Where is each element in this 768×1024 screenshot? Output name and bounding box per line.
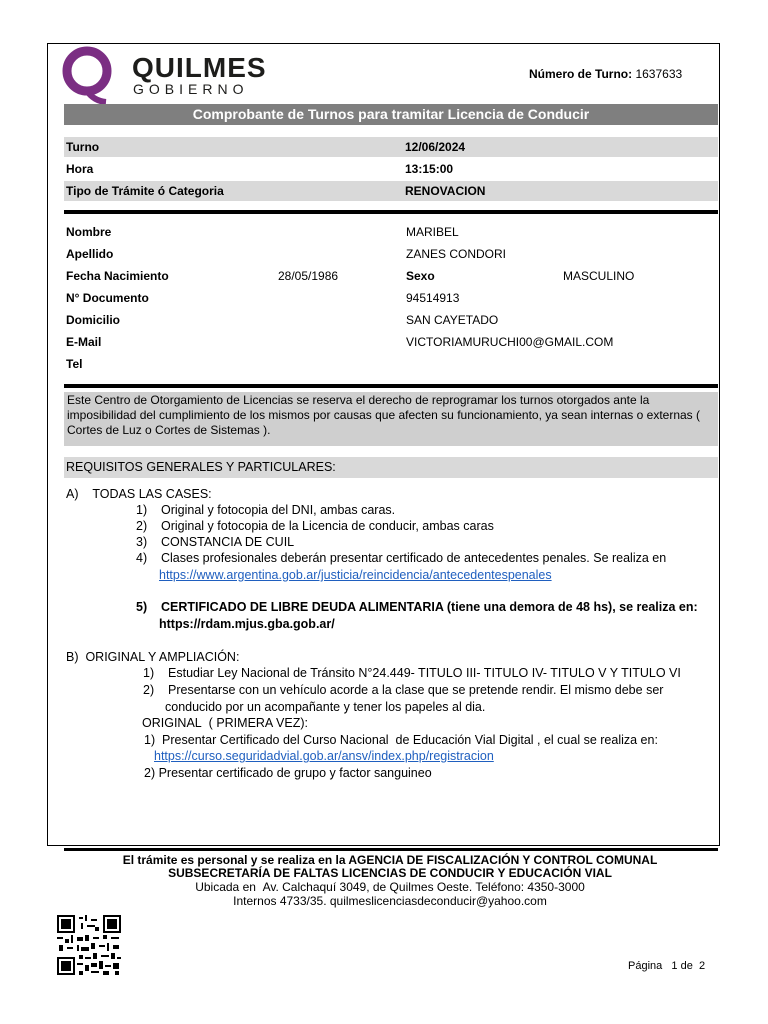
section-divider (64, 210, 718, 214)
footer-line-2: SUBSECRETARÍA DE FALTAS LICENCIAS DE CONDUCIR Y EDUCACIÓN VIAL (168, 866, 612, 880)
document-title: Comprobante de Turnos para tramitar Licencia de Conducir (64, 104, 718, 125)
fecha-nacimiento-value: 28/05/1986 (278, 269, 339, 283)
footer-line-3: Ubicada en Av. Calchaquí 3049, de Quilmes Oeste. Teléfono: 4350-3000 (195, 880, 585, 894)
nombre-value: MARIBEL (406, 225, 459, 239)
turno-number (529, 67, 682, 81)
curso-vial-link[interactable]: https://curso.seguridadvial.gob.ar/ansv/index.php/registracion (154, 749, 494, 763)
domicilio-value: SAN CAYETADO (406, 313, 499, 327)
turno-label: Turno (66, 140, 100, 154)
hora-row (64, 159, 718, 179)
tipo-label: Tipo de Trámite ó Categoria (66, 184, 224, 198)
apellido-label: Apellido (66, 247, 114, 261)
section-divider (64, 384, 718, 388)
notice-text: Este Centro de Otorgamiento de Licencias se reserva el derecho de reprogramar los turnos otorgados ante la imposibilidad del cumplimiento de los mismos por causas que afecten su funcionamiento, ya sean internas o externas ( Cortes de Luz o Cortes de Sistemas ). (64, 392, 718, 446)
email-value: VICTORIAMURUCHI00@GMAIL.COM (406, 335, 614, 349)
list-item: 3) CONSTANCIA DE CUIL (136, 535, 295, 549)
list-item: 1) Estudiar Ley Nacional de Tránsito N°24.449- TITULO III- TITULO IV- TITULO V Y TITULO VI (143, 666, 681, 680)
list-item: 1) Presentar Certificado del Curso Nacional de Educación Vial Digital , el cual se realiza en: (144, 733, 658, 747)
qr-code-icon (57, 915, 121, 975)
footer-line-4: Internos 4733/35. quilmeslicenciasdeconducir@yahoo.com (233, 894, 547, 908)
documento-value: 94514913 (406, 291, 460, 305)
email-label: E-Mail (66, 335, 102, 349)
list-item: 2) Presentar certificado de grupo y factor sanguineo (144, 766, 432, 780)
logo-title: QUILMES (132, 52, 267, 83)
turno-value: 12/06/2024 (405, 140, 466, 154)
hora-label: Hora (66, 162, 94, 176)
page-number: Página 1 de 2 (628, 960, 706, 972)
tipo-value: RENOVACION (405, 184, 486, 198)
list-item: 2) Original y fotocopia de la Licencia de conducir, ambas caras (136, 519, 494, 533)
documento-label: N° Documento (66, 291, 149, 305)
requirements-heading: REQUISITOS GENERALES Y PARTICULARES: (64, 457, 718, 478)
list-item: 4) Clases profesionales deberán presentar certificado de antecedentes penales. Se realiza en (136, 551, 667, 565)
antecedentes-link[interactable]: https://www.argentina.gob.ar/justicia/reincidencia/antecedentespenales (159, 568, 552, 582)
list-item: 5) CERTIFICADO DE LIBRE DEUDA ALIMENTARIA (tiene una demora de 48 hs), se realiza en: (136, 600, 698, 614)
turno-number-value: 1637633 (635, 67, 683, 81)
tipo-row (64, 181, 718, 201)
nombre-label: Nombre (66, 225, 112, 239)
section-a-heading: A) TODAS LAS CASES: (66, 487, 212, 501)
list-item: 2) Presentarse con un vehículo acorde a la clase que se pretende rendir. El mismo debe ser (143, 683, 664, 697)
footer-divider (64, 848, 718, 851)
logo-subtitle: GOBIERNO (133, 81, 249, 97)
fecha-nacimiento-label: Fecha Nacimiento (66, 269, 169, 283)
sexo-label: Sexo (406, 269, 435, 283)
tel-label: Tel (66, 357, 83, 371)
turno-row (64, 137, 718, 157)
hora-value: 13:15:00 (405, 162, 454, 176)
section-b-heading: B) ORIGINAL Y AMPLIACIÓN: (66, 650, 240, 664)
footer-line-1: El trámite es personal y se realiza en la AGENCIA DE FISCALIZACIÓN Y CONTROL COMUNAL (122, 853, 658, 867)
apellido-value: ZANES CONDORI (406, 247, 507, 261)
list-item: 1) Original y fotocopia del DNI, ambas caras. (136, 503, 396, 517)
turno-number-label: Número de Turno: (529, 67, 633, 81)
domicilio-label: Domicilio (66, 313, 121, 327)
original-heading: ORIGINAL ( PRIMERA VEZ): (142, 716, 308, 730)
list-item-continuation: conducido por un acompañante y tener los papeles al dia. (165, 700, 486, 714)
rdam-link-text: https://rdam.mjus.gba.gob.ar/ (159, 617, 335, 631)
sexo-value: MASCULINO (563, 269, 635, 283)
